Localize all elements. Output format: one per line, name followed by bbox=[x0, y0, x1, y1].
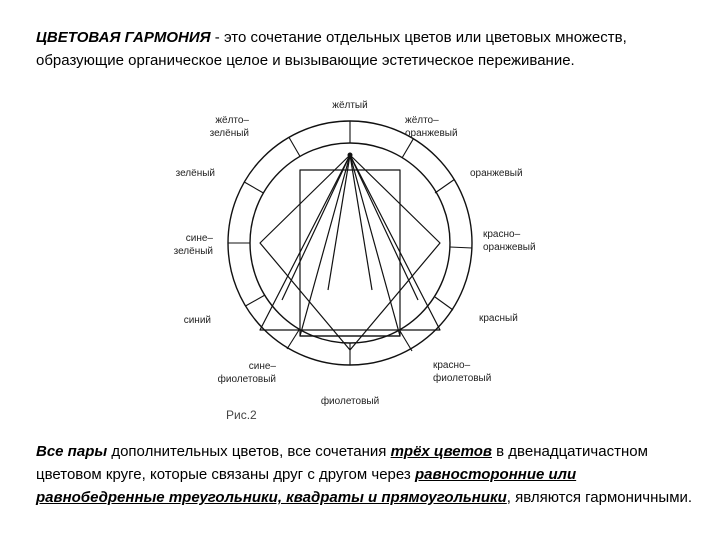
rectangle-figure bbox=[300, 170, 400, 336]
label-red-orange: красно– оранжевый bbox=[483, 229, 536, 253]
equilateral-triangle bbox=[260, 155, 440, 330]
conclusion-text-3: , являются гармоничными. bbox=[506, 489, 693, 506]
segment-divider bbox=[289, 137, 300, 156]
label-red: красный bbox=[479, 313, 518, 324]
top-vertex-dot bbox=[348, 153, 353, 158]
wheel-inner-ring bbox=[250, 143, 450, 343]
label-blue-green: сине– зелёный bbox=[173, 233, 213, 257]
conclusion-paragraph bbox=[36, 440, 702, 509]
segment-divider bbox=[450, 247, 472, 248]
segment-divider bbox=[246, 295, 266, 306]
label-blue-violet: сине– фиолетовый bbox=[217, 361, 276, 385]
label-yellow: жёлтый bbox=[332, 100, 368, 111]
segment-divider bbox=[402, 139, 413, 158]
label-yellow-green: жёлто– зелёный bbox=[209, 115, 249, 139]
emphasis-shapes: равносторонние или равнобедренные треугольники, квадраты и прямоугольники bbox=[36, 466, 577, 506]
label-yellow-orange: жёлто– оранжевый bbox=[405, 115, 458, 139]
emphasis-all-pairs: Все пары bbox=[36, 443, 108, 460]
label-violet: фиолетовый bbox=[320, 396, 380, 407]
conclusion-text-1: дополнительных цветов, все сочетания bbox=[107, 443, 391, 460]
label-green: зелёный bbox=[175, 168, 215, 179]
figure-caption: Рис.2 bbox=[226, 408, 257, 420]
color-wheel-diagram bbox=[150, 90, 570, 420]
definition-paragraph bbox=[36, 26, 696, 72]
segment-divider bbox=[435, 297, 453, 310]
segment-divider bbox=[244, 182, 263, 193]
label-blue: синий bbox=[183, 315, 211, 326]
conclusion-text-2: в двенадцатичастном цветовом круге, которые связаны друг с другом через bbox=[36, 443, 648, 483]
label-orange: оранжевый bbox=[470, 168, 523, 179]
term-heading: ЦВЕТОВАЯ ГАРМОНИЯ bbox=[36, 29, 211, 46]
segment-divider bbox=[400, 331, 412, 351]
definition-text: - это сочетание отдельных цветов или цветовых множеств, образующие органическое целое и вызывающие эстетическое переживание. bbox=[36, 29, 627, 69]
emphasis-three-colors: трёх цветов bbox=[390, 443, 492, 460]
label-red-violet: красно– фиолетовый bbox=[433, 360, 492, 384]
segment-divider bbox=[435, 180, 454, 194]
segment-divider bbox=[287, 330, 299, 349]
